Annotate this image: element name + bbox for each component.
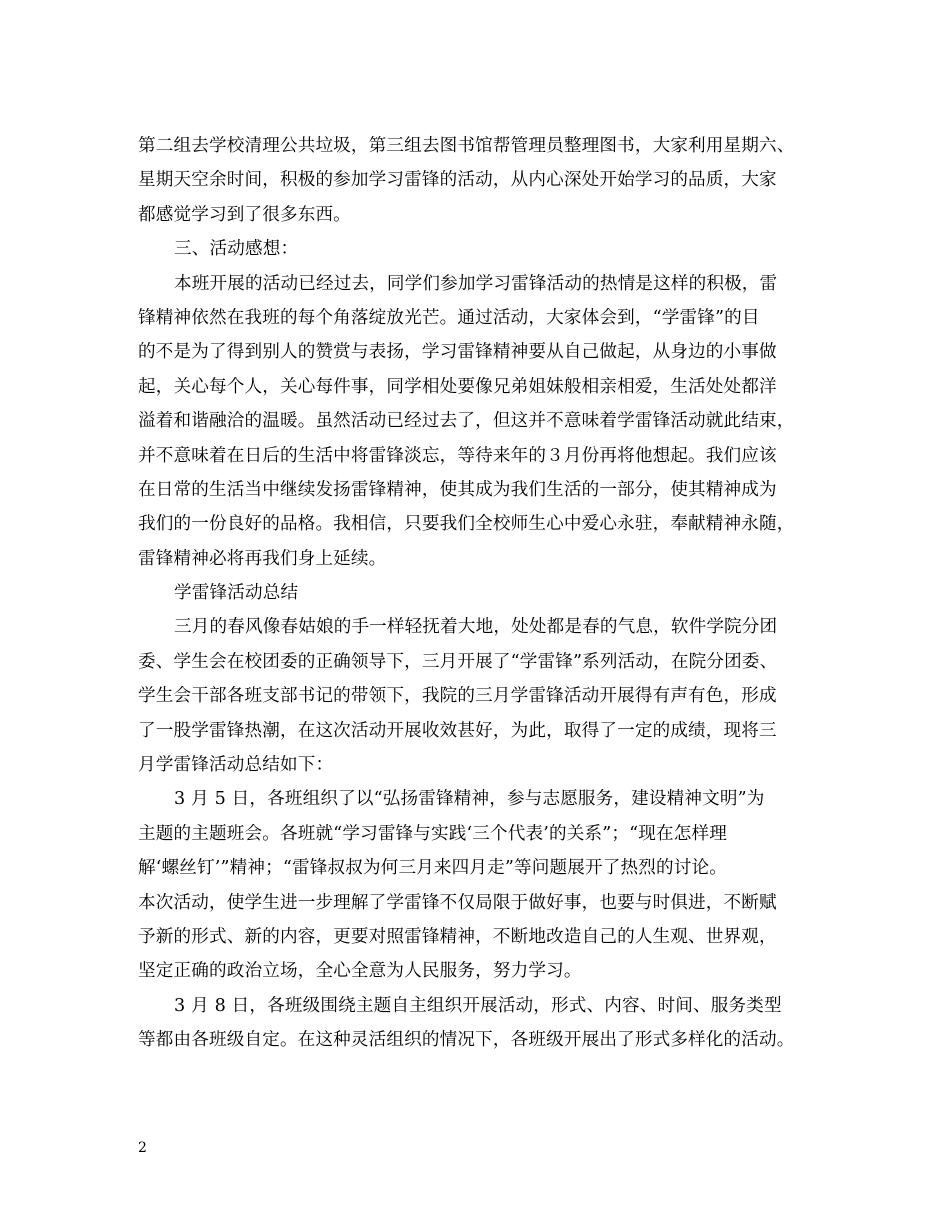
text-line: 学生会干部各班支部书记的带领下，我院的三月学雷锋活动开展得有声有色，形成 bbox=[138, 686, 777, 707]
text-line: 三、活动感想： bbox=[174, 239, 299, 260]
text-line: 坚定正确的政治立场，全心全意为人民服务，努力学习。 bbox=[138, 961, 582, 982]
text-line: 3 月 8 日，各班级围绕主题自主组织开展活动，形式、内容、时间、服务类型 bbox=[174, 995, 782, 1016]
text-line: 锋精神依然在我班的每个角落绽放光芒。通过活动，大家体会到，“学雷锋”的目 bbox=[138, 307, 760, 328]
text-line: 等都由各班级自定。在这种灵活组织的情况下，各班级开展出了形式多样化的活动。 bbox=[138, 1030, 795, 1051]
text-line: 的不是为了得到别人的赞赏与表扬，学习雷锋精神要从自己做起，从身边的小事做 bbox=[138, 342, 777, 363]
text-line: 雷锋精神必将再我们身上延续。 bbox=[138, 548, 387, 569]
text-line: 本次活动，使学生进一步理解了学雷锋不仅局限于做好事，也要与时俱进，不断赋 bbox=[138, 892, 777, 913]
page-number: 2 bbox=[138, 1140, 147, 1156]
text-line: 学雷锋活动总结 bbox=[174, 583, 299, 604]
text-line: 本班开展的活动已经过去，同学们参加学习雷锋活动的热情是这样的积极，雷 bbox=[174, 273, 778, 294]
text-line: 三月的春风像春姑娘的手一样轻抚着大地，处处都是春的气息，软件学院分团 bbox=[174, 617, 778, 638]
text-line: 委、学生会在校团委的正确领导下，三月开展了“学雷锋”系列活动，在院分团委、 bbox=[138, 651, 778, 672]
text-line: 了一股学雷锋热潮，在这次活动开展收效甚好，为此，取得了一定的成绩，现将三 bbox=[138, 720, 777, 741]
text-line: 都感觉学习到了很多东西。 bbox=[138, 204, 351, 225]
text-line: 并不意味着在日后的生活中将雷锋淡忘，等待来年的３月份再将他想起。我们应该 bbox=[138, 445, 777, 466]
text-line: 3 月 5 日，各班组织了以“弘扬雷锋精神，参与志愿服务，建设精神文明”为 bbox=[174, 789, 765, 810]
text-line: 主题的主题班会。各班就“学习雷锋与实践‘三个代表’的关系”；“现在怎样理 bbox=[138, 823, 727, 844]
text-line: 我们的一份良好的品格。我相信，只要我们全校师生心中爱心永驻，奉献精神永随， bbox=[138, 514, 795, 535]
text-line: 星期天空余时间，积极的参加学习雷锋的活动，从内心深处开始学习的品质，大家 bbox=[138, 170, 777, 191]
text-line: 解‘螺丝钉’”精神；“雷锋叔叔为何三月来四月走”等问题展开了热烈的讨论。 bbox=[138, 858, 727, 879]
text-line: 起，关心每个人，关心每件事，同学相处要像兄弟姐妹般相亲相爱，生活处处都洋 bbox=[138, 376, 777, 397]
text-line: 在日常的生活当中继续发扬雷锋精神，使其成为我们生活的一部分，使其精神成为 bbox=[138, 479, 777, 500]
text-line: 予新的形式、新的内容，更要对照雷锋精神，不断地改造自己的人生观、世界观， bbox=[138, 926, 777, 947]
text-line: 溢着和谐融洽的温暖。虽然活动已经过去了，但这并不意味着学雷锋活动就此结束， bbox=[138, 411, 795, 432]
body-text bbox=[138, 129, 828, 1058]
text-line: 月学雷锋活动总结如下： bbox=[138, 755, 334, 776]
text-line: 第二组去学校清理公共垃圾，第三组去图书馆帮管理员整理图书，大家利用星期六、 bbox=[138, 136, 795, 156]
